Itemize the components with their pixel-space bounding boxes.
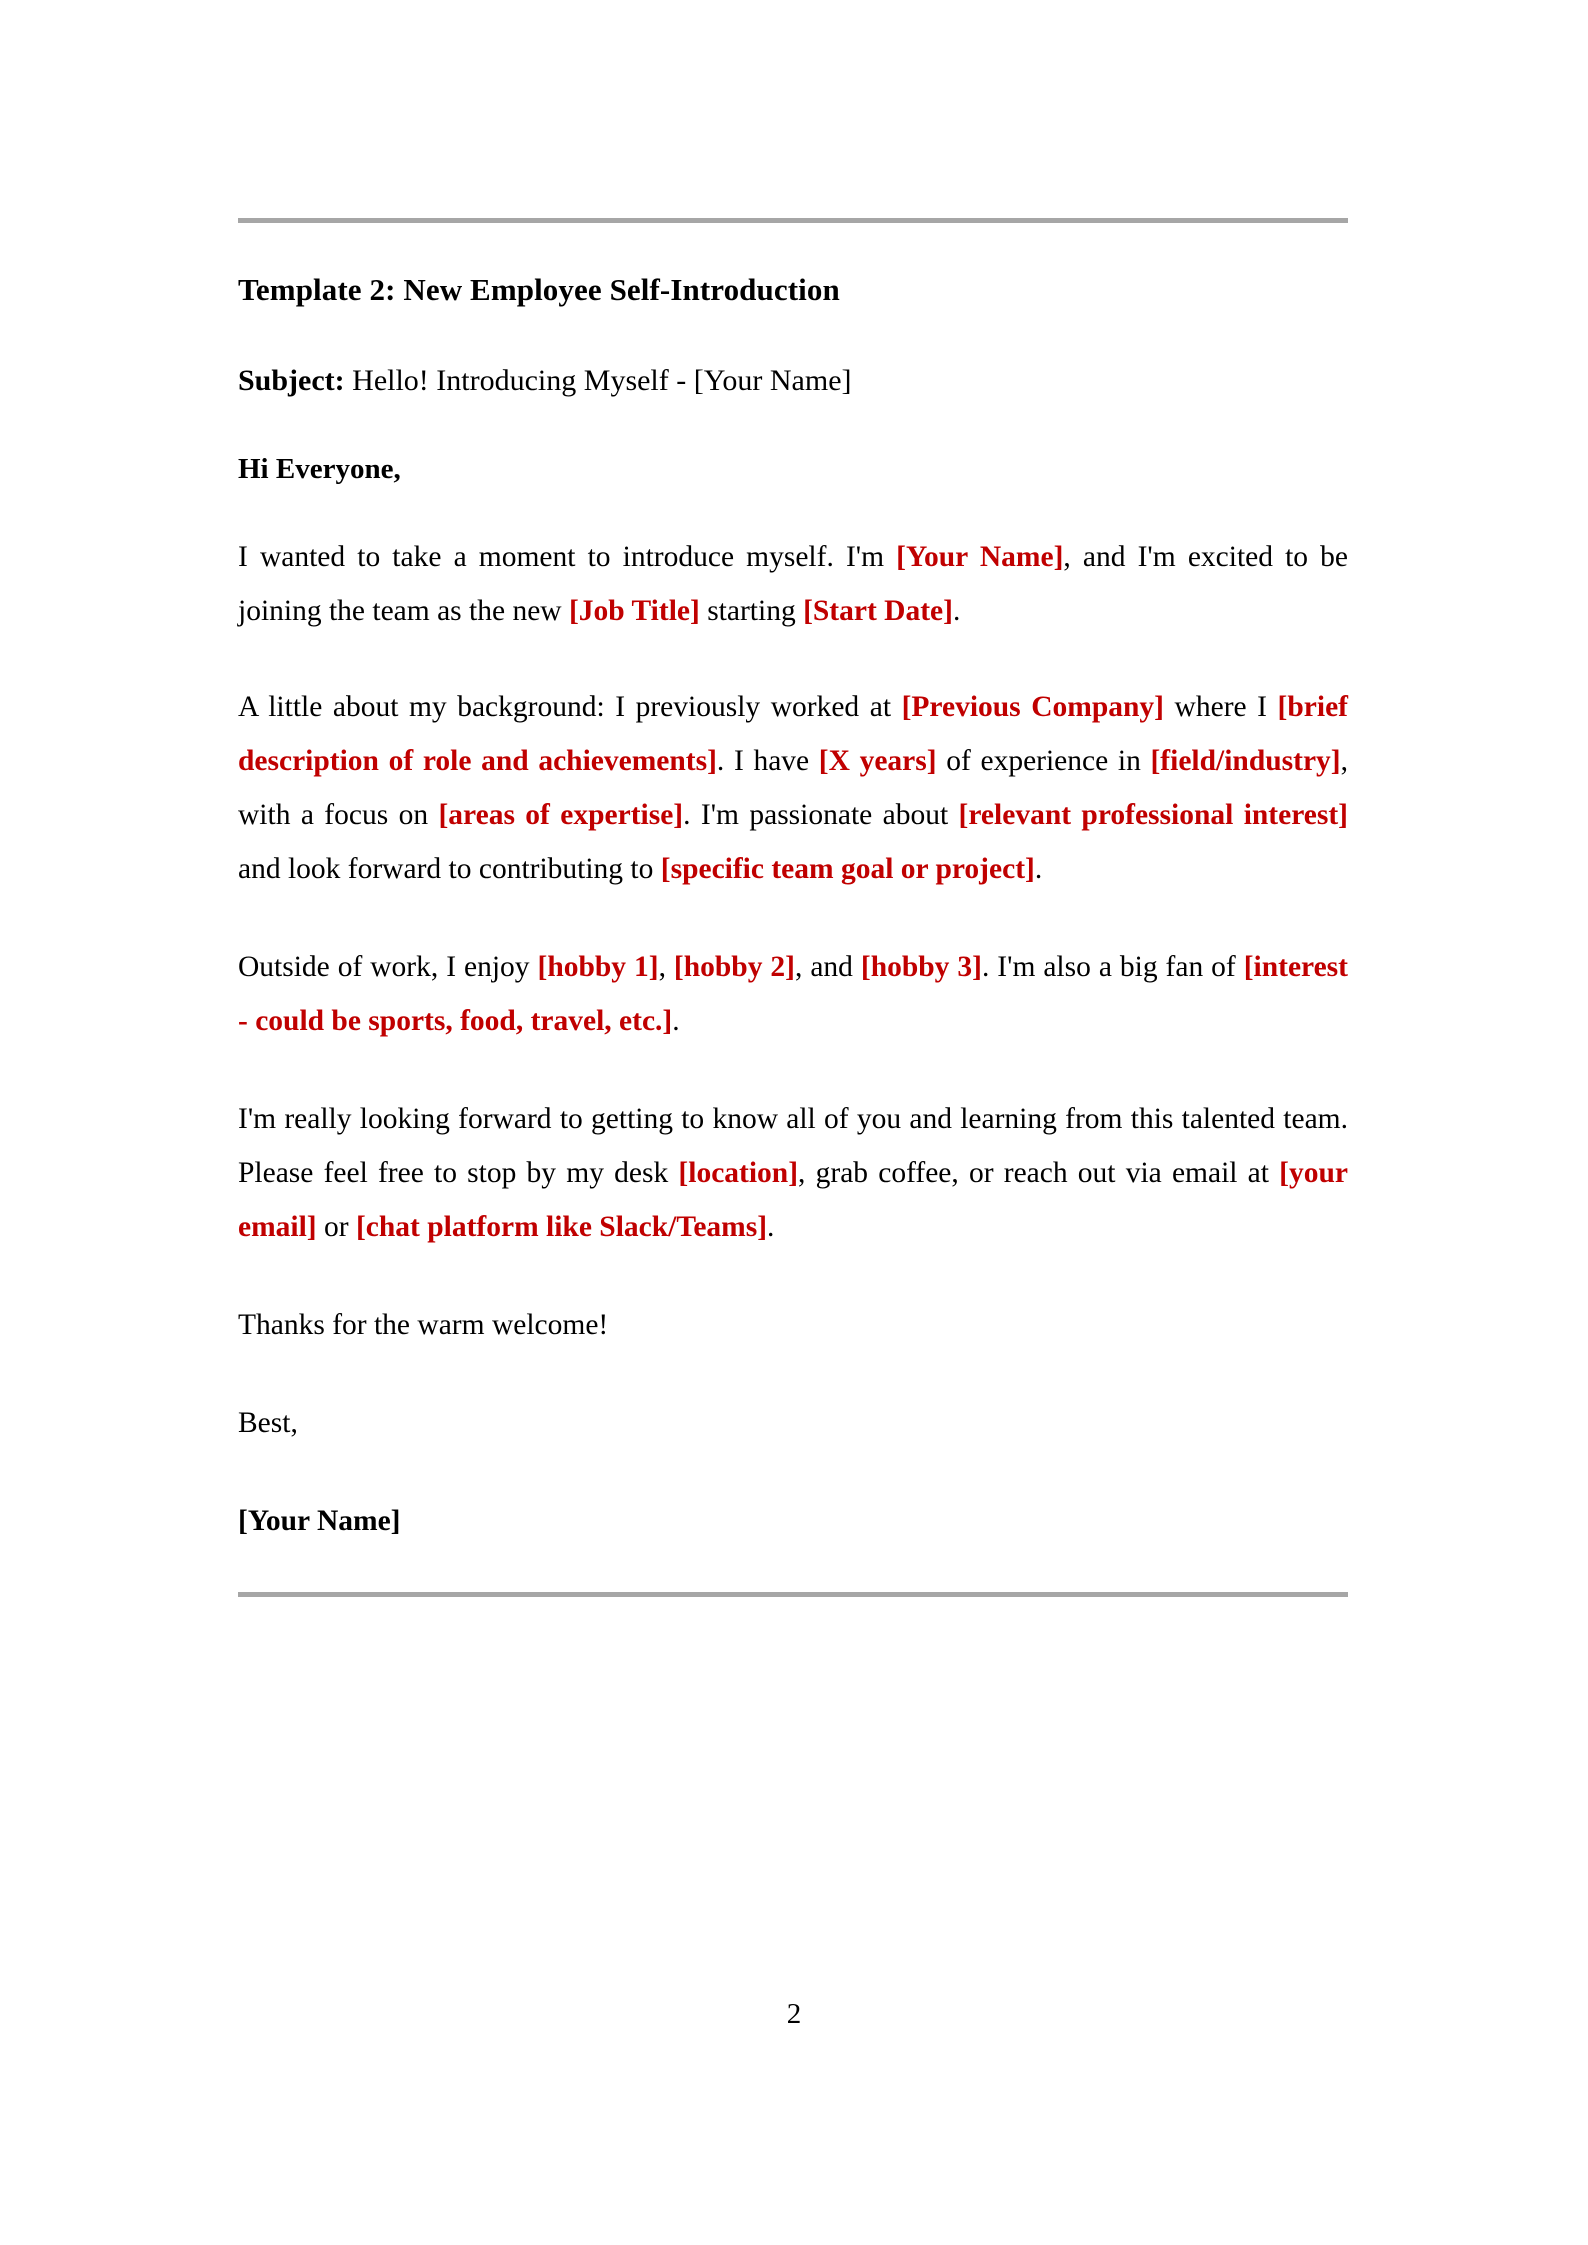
placeholder-areas-of-expertise: [areas of expertise] (438, 798, 684, 831)
text-run: or (316, 1210, 356, 1243)
paragraph-thanks: Thanks for the warm welcome! (238, 1308, 609, 1341)
document-content (238, 218, 1348, 1597)
text-run: starting (699, 594, 804, 627)
greeting-line: Hi Everyone, (238, 453, 401, 486)
text-run: . (952, 594, 961, 627)
placeholder-professional-interest: [relevant professional interest] (958, 798, 1349, 831)
subject-label: Subject: (238, 363, 345, 397)
page-number: 2 (786, 1998, 802, 2030)
placeholder-start-date: [Start Date] (803, 594, 953, 627)
placeholder-hobby-3: [hobby 3] (860, 950, 982, 983)
placeholder-your-email: [your email] (238, 1156, 1348, 1243)
bottom-horizontal-rule (238, 1592, 1348, 1597)
page-title: Template 2: New Employee Self-Introduction (238, 272, 840, 307)
text-run: where I (1163, 690, 1278, 723)
paragraph-background (238, 680, 1348, 896)
placeholder-hobby-2: [hobby 2] (673, 950, 795, 983)
text-run: I'm really looking forward to getting to know all of you and learning from this talented team. Please feel free to stop by my desk (238, 1102, 1348, 1189)
text-run: . I have (716, 744, 819, 777)
paragraph-intro (238, 530, 1348, 638)
placeholder-role-achievements: [brief description of role and achievements] (238, 690, 1348, 777)
top-horizontal-rule (238, 218, 1348, 223)
text-run: . I'm also a big fan of (981, 950, 1244, 983)
text-run: , grab coffee, or reach out via email at (798, 1156, 1280, 1189)
placeholder-field-industry: [field/industry] (1150, 744, 1341, 777)
bottom-rule-container (238, 1592, 1348, 1597)
text-run: , with a focus on (238, 744, 1348, 831)
text-run: , and I'm excited to be joining the team as the new (238, 540, 1349, 627)
text-run: Outside of work, I enjoy (238, 950, 538, 983)
text-run: . I'm passionate about (683, 798, 959, 831)
placeholder-location: [location] (678, 1156, 799, 1189)
placeholder-chat-platform: [chat platform like Slack/Teams] (355, 1210, 768, 1243)
placeholder-hobby-1: [hobby 1] (537, 950, 659, 983)
signature-name: [Your Name] (238, 1504, 401, 1537)
text-run: . (672, 1004, 680, 1037)
subject-line (238, 362, 1348, 400)
text-run: , and (795, 950, 861, 983)
paragraph-signoff: Best, (238, 1406, 298, 1439)
text-run: of experience in (936, 744, 1151, 777)
text-run: A little about my background: I previously worked at (238, 690, 902, 723)
paragraph-closing-invite (238, 1092, 1348, 1254)
text-run: , (658, 950, 674, 983)
text-run: and look forward to contributing to (238, 852, 661, 885)
text-run: I wanted to take a moment to introduce myself. I'm (238, 540, 897, 573)
placeholder-your-name: [Your Name] (896, 540, 1064, 573)
placeholder-job-title: [Job Title] (568, 594, 700, 627)
placeholder-x-years: [X years] (818, 744, 937, 777)
paragraph-hobbies (238, 940, 1348, 1048)
placeholder-team-goal: [specific team goal or project] (660, 852, 1035, 885)
placeholder-interest: [interest - could be sports, food, travel, etc.] (238, 950, 1348, 1037)
placeholder-previous-company: [Previous Company] (901, 690, 1164, 723)
subject-value: Hello! Introducing Myself - [Your Name] (344, 363, 852, 397)
text-run: . (767, 1210, 775, 1243)
text-run: . (1034, 852, 1043, 885)
